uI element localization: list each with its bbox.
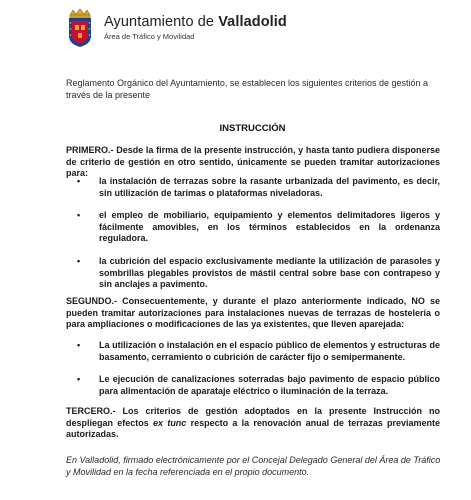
tercero-text-before: TERCERO.- Los criterios de gestión adoptados en la presente Instrucción no despliegan efectos: [66, 406, 440, 428]
bullet-icon: •: [77, 210, 81, 221]
letterhead: [66, 8, 446, 48]
department-name: Área de Tráfico y Movilidad: [104, 32, 195, 41]
list-item: [66, 374, 440, 397]
list-item-text: la instalación de terrazas sobre la rasante urbanizada del pavimento, es decir, sin utilización de tarimas o plataformas niveladoras.: [99, 176, 440, 198]
section-tercero: [66, 406, 440, 441]
city-crest-icon: [66, 8, 94, 48]
list-item: [66, 256, 440, 291]
list-item-text: La utilización o instalación en el espacio público de elementos y estructuras de basamento, cerramiento o cubrición de carácter fijo o semipermanente.: [99, 340, 440, 362]
list-item: [66, 176, 440, 199]
list-item-text: Le ejecución de canalizaciones soterradas bajo pavimento de espacio público para alimentación de aparataje eléctrico o iluminación de la terraza.: [99, 374, 440, 396]
bullet-icon: •: [77, 340, 81, 350]
section-segundo: SEGUNDO.- Consecuentemente, y durante el plazo anteriormente indicado, NO se pueden tramitar autorizaciones para instalaciones nuevas de terrazas de hostelería o para ampliaciones o modificaciones de las ya existentes, que lleven aparejada:: [66, 296, 440, 330]
bullet-icon: •: [77, 176, 81, 186]
organization-name-light: Ayuntamiento de: [104, 14, 219, 30]
section-primero: PRIMERO.- Desde la firma de la presente instrucción, y hasta tanto pudiera disponerse de criterio de gestión en otro sentido, únicamente se pueden tramitar autorizaciones para:: [66, 145, 440, 179]
intro-paragraph: Reglamento Orgánico del Ayuntamiento, se establecen los siguientes criterios de gestión a través de la presente: [66, 78, 429, 100]
document-title: INSTRUCCIÓN: [219, 123, 286, 134]
segundo-list: [66, 340, 440, 397]
signature-note: En Valladolid, firmado electrónicamente por el Concejal Delegado General del Área de Tráfico y Movilidad en la fecha referenciada en el propio documento.: [66, 455, 441, 477]
list-item: [66, 210, 440, 245]
organization-name-bold: Valladolid: [218, 14, 287, 30]
list-item: [66, 340, 440, 363]
list-item-text: el empleo de mobiliario, equipamiento y elementos delimitadores ligeros y fácilmente amovibles, en los términos establecidos en la ordenanza reguladora.: [99, 210, 440, 244]
bullet-icon: •: [77, 374, 81, 385]
tercero-text-after: respecto a la renovación anual de terrazas previamente autorizadas.: [66, 417, 440, 440]
bullet-icon: •: [77, 255, 81, 266]
organization-name: [104, 14, 287, 31]
list-item-text: la cubrición del espacio exclusivamente mediante la utilización de parasoles y sombrillas plegables provistos de mástil central sobre base con contrapeso y sin anclajes a pavimento.: [99, 255, 440, 290]
primero-list: [66, 176, 440, 291]
organization-block: [104, 14, 287, 42]
tercero-latin-term: ex tunc: [153, 417, 187, 428]
